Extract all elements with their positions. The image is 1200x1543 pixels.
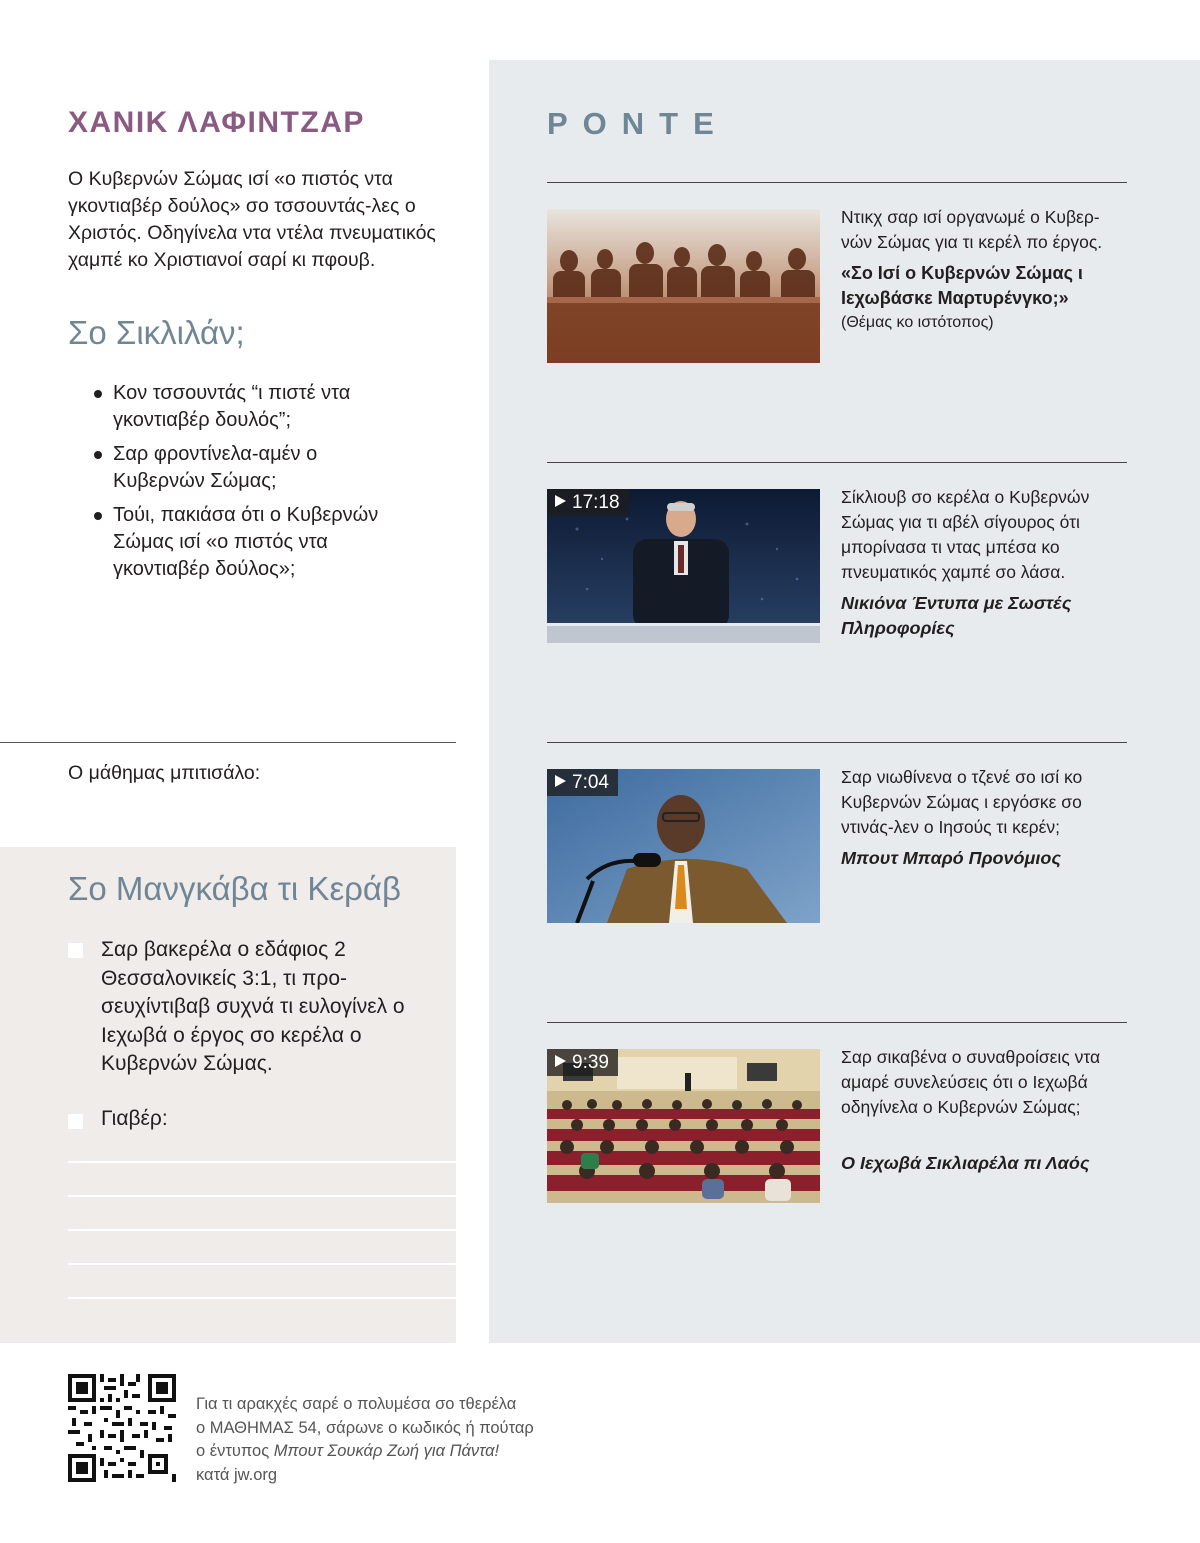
review-heading: Σο Σικλιλάν;: [68, 314, 245, 351]
explore-item-title[interactable]: «Σο Ισί ο Κυβερνών Σώμας ι Ιεχωβάσκε Μαρτυρένγκο;»: [841, 263, 1083, 308]
explore-item-description: Σίκλιουβ σο κερέλα ο Κυβερνών Σώμας για τι αβέλ σίγουρος ότι μπορίνασα τι ντας μπέσα κο πνευματικός χαμπέ σο λάσα.: [841, 487, 1090, 582]
explore-item-title[interactable]: Ο Ιεχωβά Σικλιαρέλα πι Λαός: [841, 1153, 1090, 1173]
summary-heading: ΧΑΝΙΚ ΛΑΦΙΝΤΖΑΡ: [68, 106, 365, 139]
footer-line: Για τι αρακχές σαρέ ο πολυμέσα σο τθερέλα: [196, 1395, 517, 1413]
writing-line[interactable]: [68, 1263, 456, 1265]
explore-divider: [547, 1022, 1127, 1023]
play-icon: [555, 775, 566, 787]
explore-item-description: Σαρ νιωθίνενα ο τζενέ σο ισί κο Κυβερνών Σώμας ι εργόσκε σο ντινάς-λεν ο Ιησούς τι κερέν;: [841, 767, 1083, 837]
video-duration-badge: 7:04: [547, 769, 618, 796]
left-divider: [0, 742, 456, 743]
writing-line[interactable]: [68, 1229, 456, 1231]
review-question: Σαρ φροντίνελα-αμέν ο Κυβερνών Σώμας;: [92, 441, 412, 495]
explore-divider: [547, 182, 1127, 183]
speaker-microphone-image[interactable]: [547, 769, 820, 923]
review-question-list: [92, 380, 412, 590]
writing-line[interactable]: [68, 1297, 456, 1299]
lesson-date-label: Ο μάθημας μπιτισάλο:: [68, 762, 261, 784]
book-title: Μπουτ Σουκάρ Ζωή για Πάντα!: [273, 1442, 500, 1460]
qr-code-icon[interactable]: [68, 1374, 176, 1482]
play-icon: [555, 1055, 566, 1067]
explore-divider: [547, 462, 1127, 463]
explore-heading: ΡΟΝΤΕ: [547, 106, 729, 141]
explore-item-description: Σαρ σικαβένα ο συναθροίσεις ντα αμαρέ συνελεύσεις ότι ο Ιεχωβά οδηγίνελα ο Κυβερνών Σώμας;: [841, 1047, 1101, 1117]
footer-link[interactable]: κατά jw.org: [196, 1465, 278, 1484]
goal-checkbox[interactable]: [68, 943, 83, 958]
goal-panel: [0, 847, 456, 1343]
explore-divider: [547, 742, 1127, 743]
writing-line[interactable]: [68, 1195, 456, 1197]
other-goal-checkbox[interactable]: [68, 1114, 83, 1129]
footer-line: [196, 1440, 576, 1464]
footer-text: [196, 1393, 576, 1487]
play-icon: [555, 495, 566, 507]
summary-text: Ο Κυβερνών Σώμας ισί «ο πιστός ντα γκοντιαβέρ δούλος» σο τσσουντάς-λες ο Χριστός. Οδηγίνελα ντα ντέλα πνευματικός χαμπέ κο Χριστιανοί σαρί κι πφουβ.: [68, 168, 436, 271]
review-question: Τούι, πακιάσα ότι ο Κυβερνών Σώμας ισί «ο πιστός ντα γκοντιαβέρ δούλος»;: [92, 502, 412, 583]
goal-heading: Σο Μανγκάβα τι Κεράβ: [68, 870, 401, 907]
writing-line[interactable]: [68, 1161, 456, 1163]
footer-line: ο ΜΑΘΗΜΑΣ 54, σάρωνε ο κωδικός ή πούταρ: [196, 1418, 534, 1437]
audience-hall-image[interactable]: [547, 1049, 820, 1203]
speaker-desk-image[interactable]: [547, 489, 820, 643]
explore-item-note: (Θέμας κο ιστότοπος): [841, 314, 994, 331]
video-duration-badge: 9:39: [547, 1049, 618, 1076]
video-duration-badge: 17:18: [547, 489, 629, 516]
goal-item-text: Σαρ βακερέλα ο εδάφιος 2 Θεσσαλονικείς 3:1, τι προσευχίντιβαβ συχνά τι ευλογίνελ ο Ιεχωβά ο έργος σο κερέλα ο Κυβερνών Σώμας.: [101, 938, 405, 1075]
other-goal-label: Γιαβέρ:: [101, 1107, 168, 1130]
footer-line-prefix: ο έντυπος: [196, 1442, 274, 1460]
silhouette-meeting-image[interactable]: [547, 209, 820, 363]
review-question: Κον τσσουντάς “ι πιστέ ντα γκοντιαβέρ δουλός”;: [92, 380, 412, 434]
explore-item-title[interactable]: Μπουτ Μπαρό Προνόμιος: [841, 848, 1061, 868]
explore-item-description: Ντικχ σαρ ισί οργανωμέ ο Κυβερνών Σώμας για τι κερέλ πο έργος.: [841, 207, 1103, 252]
explore-item-title[interactable]: Νικιόνα Έντυπα με Σωστές Πληροφορίες: [841, 593, 1072, 638]
